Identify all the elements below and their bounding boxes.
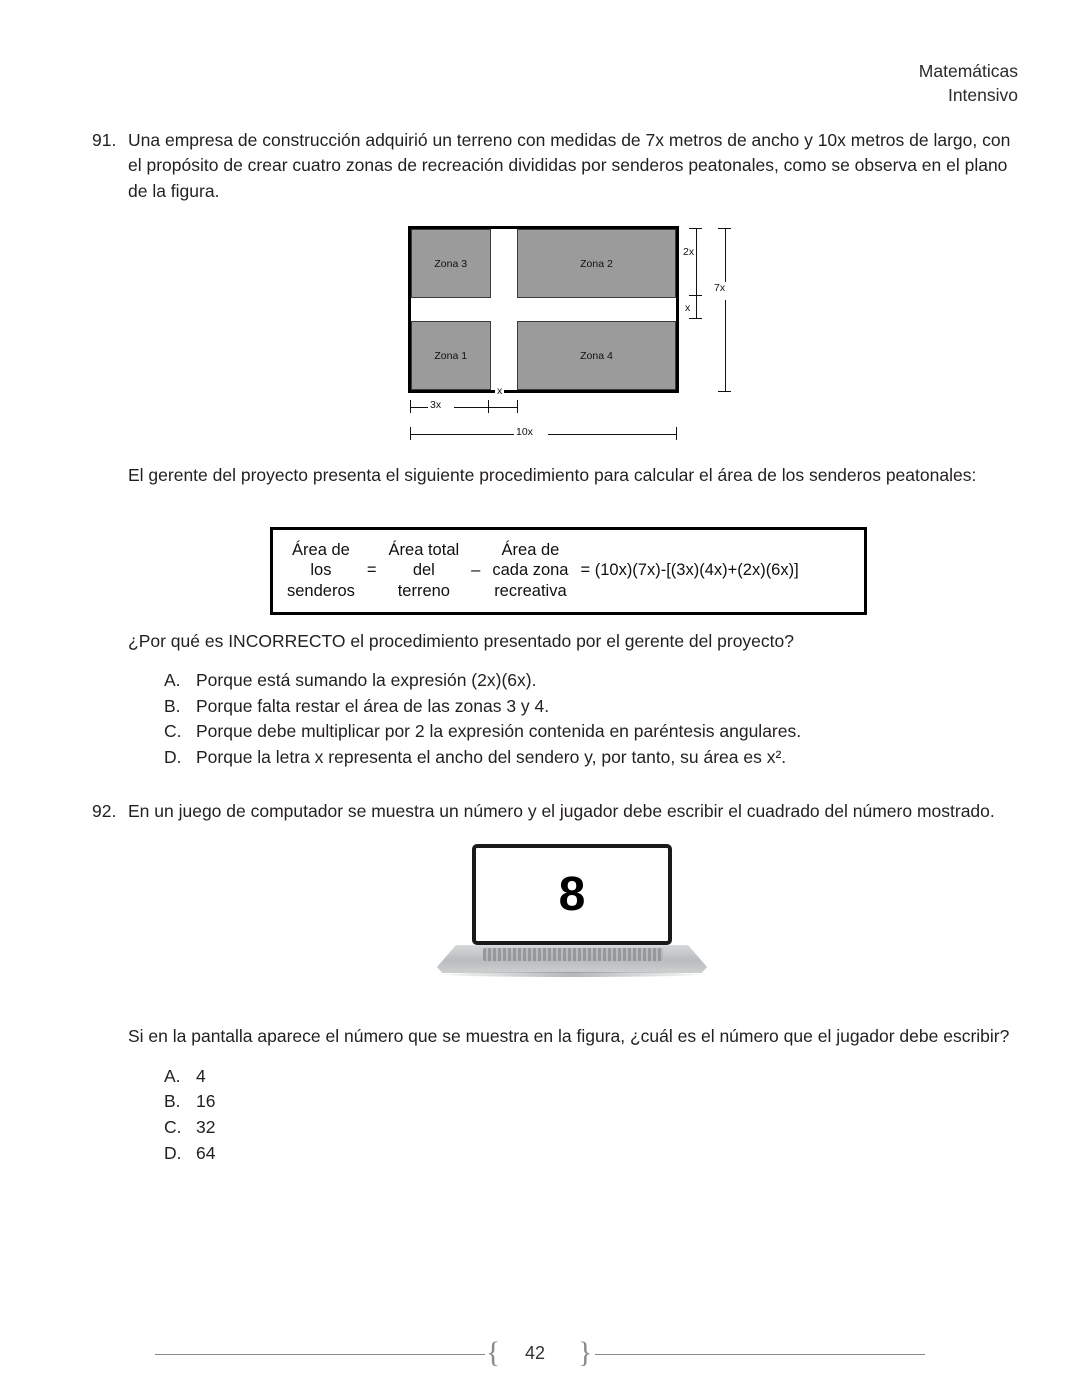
question-91-stem: Una empresa de construcción adquirió un terreno con medidas de 7x metros de ancho y 10x metros de largo, con el propósito de crear cuatro zonas de recreación divididas por senderos peatonales, como se observa en el plano de la figura. (128, 130, 1011, 201)
formula-term-senderos (287, 540, 355, 600)
option-91-d-letter: D. (164, 747, 182, 768)
laptop-illustration (437, 844, 707, 989)
formula-term3-line3: recreativa (494, 581, 567, 600)
zone-2-label: Zona 2 (580, 257, 613, 270)
formula-term3-line1: Área de (501, 541, 560, 560)
question-92-prompt: Si en la pantalla aparece el número que se muestra en la figura, ¿cuál es el número que el jugador debe escribir? (128, 1026, 1010, 1047)
label-10x: 10x (516, 426, 533, 439)
option-91-c[interactable] (164, 719, 1022, 745)
option-92-d-text: 64 (196, 1142, 216, 1163)
page-footer (0, 1330, 1080, 1390)
screen-number: 8 (558, 867, 586, 921)
option-91-d[interactable] (164, 745, 1022, 771)
zone-3-label: Zona 3 (434, 257, 468, 270)
label-3x: 3x (430, 399, 442, 412)
formula-term2-line2: del (412, 561, 435, 580)
plan-rectangle (408, 226, 679, 393)
label-7x: 7x (714, 282, 726, 295)
footer-rule-left (155, 1354, 485, 1355)
option-92-b[interactable] (164, 1089, 1022, 1115)
question-91-number: 91. (92, 130, 117, 150)
label-2x: 2x (683, 246, 695, 259)
document-header (919, 60, 1018, 107)
page-number: 42 (524, 1343, 546, 1363)
option-92-b-letter: B. (164, 1091, 181, 1112)
formula-term-terreno (389, 540, 460, 600)
footer-brace-left: { (486, 1336, 501, 1369)
option-92-b-text: 16 (196, 1091, 216, 1112)
figure-zones-plan (92, 218, 1022, 463)
tick-7x-bottom (718, 391, 731, 392)
label-x-bottom: x (497, 385, 503, 398)
question-91 (92, 128, 1022, 204)
laptop-shadow (445, 972, 699, 977)
question-91-paragraph: El gerente del proyecto presenta el siguiente procedimiento para calcular el área de los senderos peatonales: (128, 465, 977, 486)
figure-laptop (92, 844, 1022, 1004)
formula-term1-line1: Área de (292, 541, 350, 560)
formula-term2-line3: terreno (397, 581, 450, 600)
option-91-d-text: Porque la letra x representa el ancho del sendero y, por tanto, su área es x². (196, 747, 787, 768)
option-92-a-text: 4 (196, 1065, 206, 1086)
bar-10x-left (410, 434, 514, 435)
tick-10x-right (676, 427, 677, 440)
bar-3x-right (454, 407, 488, 408)
question-92-stem: En un juego de computador se muestra un número y el jugador debe escribir el cuadrado del número mostrado. (128, 800, 995, 821)
option-91-c-letter: C. (164, 721, 182, 742)
option-92-a[interactable] (164, 1064, 1022, 1090)
bar-3x-left (410, 407, 428, 408)
option-91-a-letter: A. (164, 669, 181, 690)
option-91-b-text: Porque falta restar el área de las zonas 3 y 4. (196, 695, 550, 716)
option-91-c-text: Porque debe multiplicar por 2 la expresión contenida en paréntesis angulares. (196, 721, 802, 742)
laptop-screen (472, 844, 672, 945)
document-content (92, 128, 1022, 1166)
zone-3 (411, 229, 491, 298)
formula-term3-line2: cada zona (492, 561, 569, 580)
option-92-a-letter: A. (164, 1065, 181, 1086)
formula-box (270, 527, 867, 615)
formula-equals-sign: = (366, 561, 377, 579)
header-program: Intensivo (947, 84, 1018, 105)
option-91-a-text: Porque está sumando la expresión (2x)(6x). (196, 669, 537, 690)
option-92-c[interactable] (164, 1115, 1022, 1141)
option-92-c-letter: C. (164, 1116, 182, 1137)
formula-minus-sign: – (471, 561, 481, 579)
formula-result-expression: = (10x)(7x)-[(3x)(4x)+(2x)(6x)] (580, 561, 799, 579)
zone-1 (411, 321, 491, 390)
formula-term-zona (492, 540, 568, 600)
option-92-d[interactable] (164, 1141, 1022, 1167)
zone-2 (517, 229, 676, 298)
bar-7x-upper (725, 228, 726, 290)
option-91-a[interactable] (164, 668, 1022, 694)
footer-brace-right: } (578, 1336, 593, 1369)
bar-x-lower (696, 306, 697, 318)
label-x-right: x (685, 302, 691, 315)
zone-4 (517, 321, 676, 390)
footer-rule-right (595, 1354, 925, 1355)
zone-4-label: Zona 4 (580, 349, 613, 362)
question-92-number: 92. (92, 800, 117, 821)
option-91-b-letter: B. (164, 695, 181, 716)
formula-term2-line1: Área total (388, 541, 460, 560)
formula-term1-line2: los (310, 561, 332, 580)
question-91-prompt: ¿Por qué es INCORRECTO el procedimiento presentado por el gerente del proyecto? (128, 630, 794, 651)
bar-10x-right (548, 434, 677, 435)
zone-1-label: Zona 1 (434, 349, 468, 362)
figure-formula (92, 519, 1022, 629)
laptop-keyboard (483, 948, 663, 961)
bar-2x-lower (696, 274, 697, 296)
bar-7x-lower (725, 300, 726, 391)
tick-x-right (517, 400, 518, 413)
option-91-b[interactable] (164, 694, 1022, 720)
question-92-options (164, 1064, 1022, 1167)
header-subject: Matemáticas (918, 61, 1018, 81)
option-92-d-letter: D. (164, 1142, 182, 1163)
option-92-c-text: 32 (196, 1116, 216, 1137)
question-92 (92, 799, 1022, 824)
bar-x-bottom (488, 407, 518, 408)
tick-right-path-bottom (689, 318, 702, 319)
formula-term1-line3: senderos (287, 581, 355, 600)
question-91-options (164, 668, 1022, 771)
